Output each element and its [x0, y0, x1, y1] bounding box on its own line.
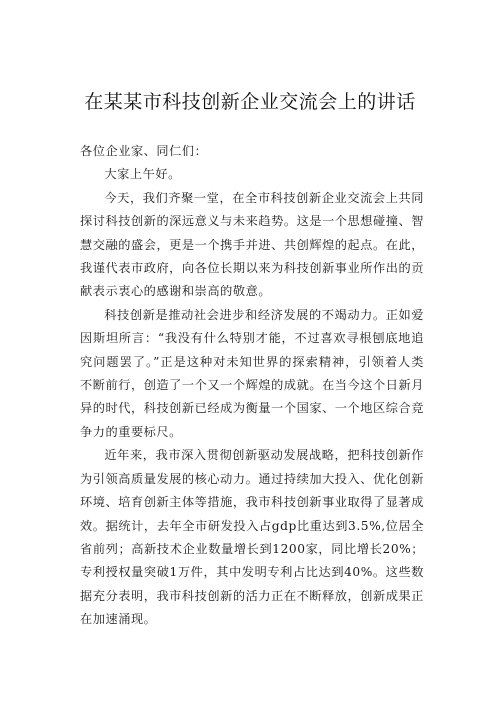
paragraph-greeting: 大家上午好。: [104, 167, 181, 182]
salutation: 各位企业家、同仁们：: [80, 144, 208, 158]
document-body: [80, 140, 424, 632]
document-title: 在某某市科技创新企业交流会上的讲话: [84, 91, 416, 113]
paragraph-achievements: 近年来，我市深入贯彻创新驱动发展战略，把科技创新作为引领高质量发展的核心动力。通过持续加大投入、优化创新环境、培育创新主体等措施，我市科技创新事业取得了显著成效。据统计，去年全市研发投入占gdp比重达到3.5%,位居全省前列；高新技术企业数量增长到1200家，同比增长20%；专利授权量突破1万件，其中发明专利占比达到40%。这些数据充分表明，我市科技创新的活力正在不断释放，创新成果正在加速涌现。: [80, 448, 424, 627]
paragraph-innovation-driver: 科技创新是推动社会进步和经济发展的不竭动力。正如爱因斯坦所言：“我没有什么特别才能，不过喜欢寻根刨底地追究问题罢了。”正是这种对未知世界的探索精神，引领着人类不断前行，创造了一个又一个辉煌的成就。在当今这个日新月异的时代，科技创新已经成为衡量一个国家、一个地区综合竞争力的重要标尺。: [80, 307, 424, 439]
paragraph-opening: 今天，我们齐聚一堂，在全市科技创新企业交流会上共同探讨科技创新的深远意义与未来趋势。这是一个思想碰撞、智慧交融的盛会，更是一个携手并进、共创辉煌的起点。在此，我谨代表市政府，向各位长期以来为科技创新事业所作出的贡献表示衷心的感谢和崇高的敬意。: [80, 190, 424, 299]
